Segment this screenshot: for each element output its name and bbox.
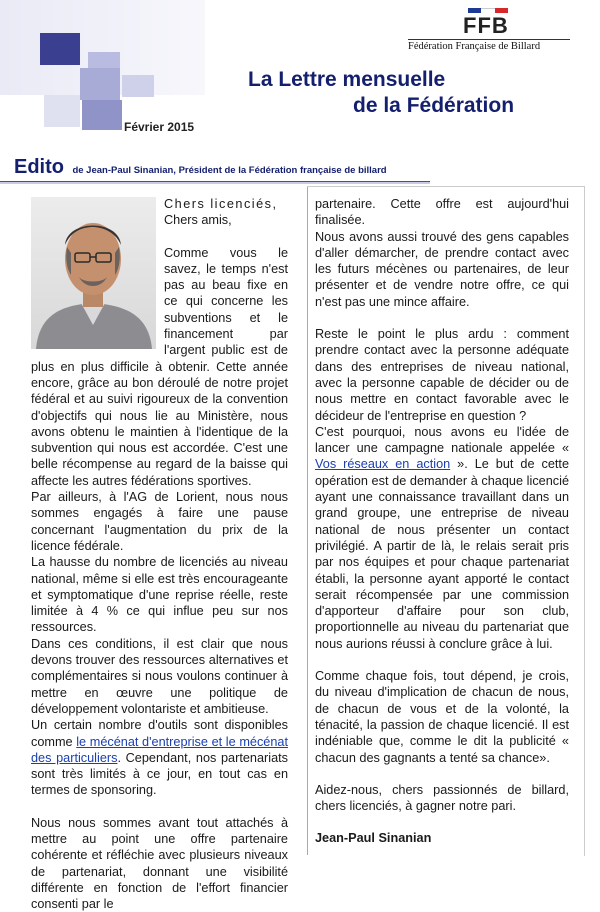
networks-in-action-link[interactable]: Vos réseaux en action: [315, 457, 451, 472]
issue-date: Février 2015: [124, 120, 195, 134]
right-paragraph-6: Aidez-nous, chers passionnés de billard, chers licenciés, à gagner notre pari.: [315, 782, 569, 814]
decor-square-light-2: [44, 95, 80, 127]
left-paragraph-4: Dans ces conditions, il est clair que nous devons trouver des ressources alternatives et complémentaires si nous voulons continuer à mettre en œuvre une politique de développement volontariste et ambitieuse.: [31, 636, 288, 716]
photo-float: [31, 196, 156, 352]
right-paragraph-2: Nous avons aussi trouvé des gens capables d'aller démarcher, de prendre contact avec les futurs mécènes ou partenaires, de leur présenter et de vendre notre offre, ce qui n'est pas une mince affaire.: [315, 229, 569, 309]
right-paragraph-3: Reste le point le plus ardu : comment prendre contact avec la personne adéquate dans des entreprises de niveau national, avec la personne capable de décider ou de nous mettre en contact favorable avec le décideur de l'entreprise en question ?: [315, 327, 569, 423]
ffb-logo: [400, 8, 578, 54]
right-p4-before: C'est pourquoi, nous avons eu l'idée de lancer une campagne nationale appelée «: [315, 424, 569, 456]
left-p5-before: Un certain nombre d'outils sont disponibles comme: [31, 718, 288, 749]
decor-square-mid-3: [80, 68, 120, 100]
edito-rule-shadow: [0, 182, 430, 184]
greeting-line-2: Chers amis,: [164, 213, 232, 228]
left-column: [31, 196, 288, 912]
logo-acronym: FFB: [463, 13, 509, 38]
left-paragraph-6: Nous nous sommes avant tout attachés à mettre au point une offre partenaire cohérente et réfléchie avec plusieurs niveaux de partenariat, donnant une visibilité différente en fonction de l'effort financier consenti par le: [31, 815, 288, 912]
signature: Jean-Paul Sinanian: [315, 831, 432, 846]
left-paragraph-5: [31, 717, 288, 798]
right-paragraph-4: [315, 424, 569, 652]
right-column: [315, 196, 569, 847]
left-paragraph-2: Par ailleurs, à l'AG de Lorient, nous nous sommes engagés à faire une pause concernant l'augmentation du prix de la licence fédérale.: [31, 490, 288, 553]
right-p4-after: ». Le but de cette opération est de demander à chaque licencié ayant une connaissance travaillant dans un grand groupe, une entreprise de niveau national de nous présenter un contact privilégié. A partir de là, le relais serait pris par nos équipes et pour chaque partenariat établi, la personne ayant apporté le contact serait récompensée par une commission d'apporteur d'affaire pour son club, proportionnelle au niveau du partenariat que nous aurions réussi à conclure grâce à lui.: [315, 457, 569, 651]
newsletter-title-line1: La Lettre mensuelle: [248, 68, 446, 91]
right-paragraph-5: Comme chaque fois, tout dépend, je crois, du niveau d'implication de chacun de nous, de chacun de vous et de la volonté, la ténacité, la passion de chaque licencié. Il est indéniable que, comme le dit la publicité « chacun des gagnants a tenté sa chance».: [315, 669, 569, 765]
decor-square-mid-2: [122, 75, 154, 97]
patronage-link[interactable]: le mécénat d'entreprise et le mécénat des particuliers: [31, 734, 288, 765]
edito-label: Edito: [14, 156, 64, 178]
logo-underline: [408, 39, 570, 40]
edito-byline: de Jean-Paul Sinanian, Président de la Fédération française de billard: [72, 165, 387, 176]
decor-square-mid-4: [82, 100, 122, 130]
decor-square-dark: [40, 33, 80, 65]
header-decoration: [0, 0, 210, 130]
right-paragraph-1: partenaire. Cette offre est aujourd'hui finalisée.: [315, 197, 569, 228]
left-paragraph-3: La hausse du nombre de licenciés au niveau national, même si elle est très encourageante et symptomatique d'une reprise réelle, reste limitée à 4 % ce qui influe peu sur nos ressources.: [31, 555, 288, 635]
greeting-line-1: Chers licenciés,: [164, 197, 278, 211]
newsletter-title-line2: de la Fédération: [353, 94, 515, 117]
left-p5-after: . Cependant, nos partenariats sont très limités à ce jour, en tout cas en termes de sponsoring.: [31, 750, 288, 798]
left-paragraph-1: Comme vous le savez, le temps n'est pas au beau fixe en ce qui concerne les subventions et le financement par l'argent public est de plus en plus difficile à obtenir. Cette année encore, grâce au bon déroulé de notre projet fédéral et au suivi rigoureux de la convention d'objectifs qui nous lie au Ministère, nous avons obtenu le maintien à l'identique de la subvention qui nous est accordée. C'est une belle récompense au regard de la baisse qui affecte les autres fédérations sportives.: [31, 245, 288, 488]
logo-federation-name: Fédération Française de Billard: [408, 41, 541, 52]
